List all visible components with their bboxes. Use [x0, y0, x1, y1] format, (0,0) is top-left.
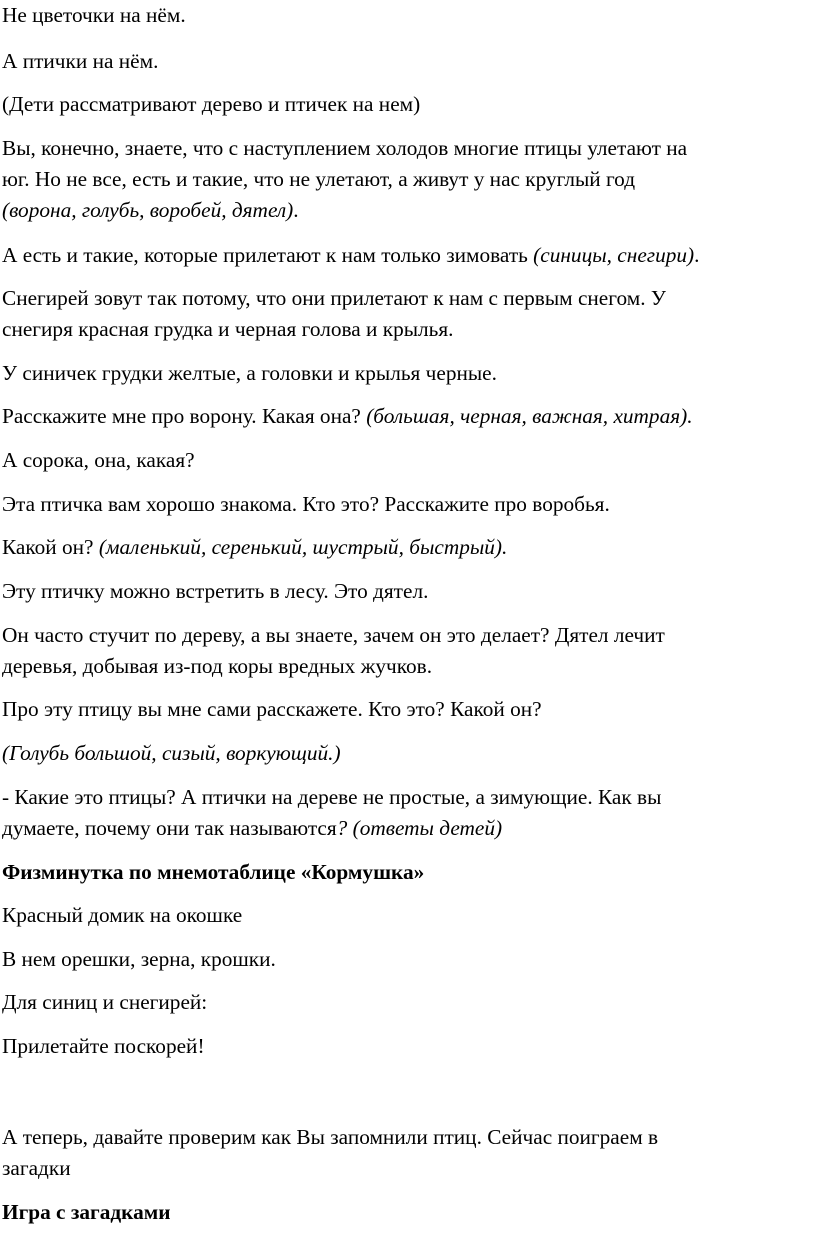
paragraph — [2, 532, 797, 563]
text: Для синиц и снегирей: — [2, 990, 208, 1014]
text: Красный домик на окошке — [2, 903, 243, 927]
italic-text: (ворона, голубь, воробей, дятел) — [2, 198, 294, 222]
section-heading — [2, 857, 797, 888]
paragraph — [2, 445, 797, 476]
paragraph — [2, 620, 797, 682]
text: Он часто стучит по дереву, а вы знаете, зачем он это делает? Дятел лечит — [2, 623, 665, 647]
paragraph — [2, 89, 797, 120]
poem-line — [2, 944, 797, 975]
text: А есть и такие, которые прилетают к нам только зимовать — [2, 243, 534, 267]
text: Вы, конечно, знаете, что с наступлением холодов многие птицы улетают на — [2, 136, 688, 160]
text: . — [694, 243, 700, 267]
italic-text: (маленький, серенький, шустрый, быстрый). — [98, 535, 508, 559]
paragraph — [2, 0, 797, 31]
heading-text: Физминутка по мнемотаблице «Кормушка» — [2, 860, 425, 884]
text: Не цветочки на нём. — [2, 3, 186, 27]
paragraph — [2, 694, 797, 725]
text: - Какие это птицы? А птички на дереве не простые, а зимующие. Как вы — [2, 785, 662, 809]
paragraph — [2, 1122, 797, 1184]
text: (Дети рассматривают дерево и птичек на нем) — [2, 92, 421, 116]
paragraph — [2, 401, 797, 432]
text: Снегирей зовут так потому, что они прилетают к нам с первым снегом. У — [2, 286, 666, 310]
paragraph — [2, 576, 797, 607]
text: Про эту птицу вы мне сами расскажете. Кто это? Какой он? — [2, 697, 542, 721]
text: юг. Но не все, есть и такие, что не улетают, а живут у нас круглый год — [2, 167, 636, 191]
heading-text: Игра с загадками — [2, 1200, 171, 1224]
paragraph — [2, 358, 797, 389]
text: деревья, добывая из-под коры вредных жучков. — [2, 654, 433, 678]
text: думаете, почему они так называются — [2, 816, 337, 840]
text: Эту птичку можно встретить в лесу. Это дятел. — [2, 579, 429, 603]
poem-line — [2, 1031, 797, 1062]
paragraph — [2, 240, 797, 271]
italic-text: (большая, черная, важная, хитрая). — [366, 404, 693, 428]
text: Расскажите мне про ворону. Какая она? — [2, 404, 367, 428]
text: У синичек грудки желтые, а головки и крылья черные. — [2, 361, 497, 385]
text: А птички на нём. — [2, 49, 159, 73]
section-heading — [2, 1197, 797, 1228]
italic-text: (синицы, снегири) — [533, 243, 695, 267]
paragraph — [2, 782, 797, 844]
paragraph — [2, 283, 797, 345]
poem-line — [2, 987, 797, 1018]
paragraph — [2, 133, 797, 226]
text: . — [293, 198, 299, 222]
poem-line — [2, 900, 797, 931]
text: загадки — [2, 1156, 71, 1180]
italic-text: (Голубь большой, сизый, воркующий.) — [2, 741, 341, 765]
paragraph — [2, 489, 797, 520]
italic-text: ? (ответы детей) — [336, 816, 503, 840]
paragraph — [2, 738, 797, 769]
paragraph — [2, 46, 797, 77]
text: снегиря красная грудка и черная голова и крылья. — [2, 317, 454, 341]
text: В нем орешки, зерна, крошки. — [2, 947, 276, 971]
text: А сорока, она, какая? — [2, 448, 195, 472]
text: Эта птичка вам хорошо знакома. Кто это? Расскажите про воробья. — [2, 492, 610, 516]
text: Какой он? — [2, 535, 99, 559]
text: А теперь, давайте проверим как Вы запомнили птиц. Сейчас поиграем в — [2, 1125, 659, 1149]
text: Прилетайте поскорей! — [2, 1034, 205, 1058]
